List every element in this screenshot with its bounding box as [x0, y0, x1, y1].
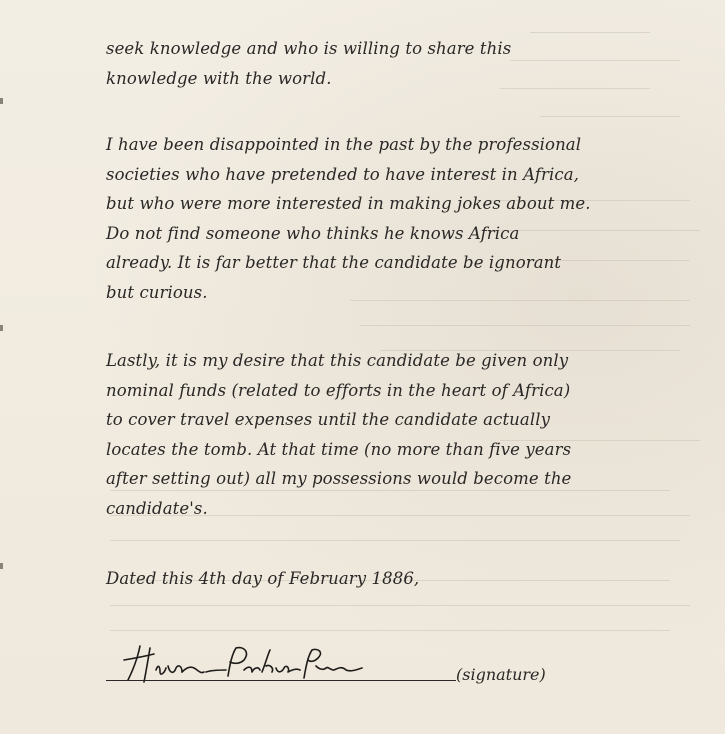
text-line: to cover travel expenses until the candidate actually: [106, 410, 551, 429]
text-line: after setting out) all my possessions would become the: [106, 469, 572, 488]
text-line: Do not find someone who thinks he knows Africa: [106, 223, 520, 243]
date-line: Dated this 4th day of February 1886,: [106, 569, 420, 588]
text-line: seek knowledge and who is willing to share this: [106, 39, 512, 58]
signature-block: [106, 636, 586, 696]
signature-label: (signature): [456, 665, 546, 684]
text-line: nominal funds (related to efforts in the heart of Africa): [106, 380, 571, 400]
paragraph-disappointment: [106, 130, 666, 307]
text-line: knowledge with the world.: [106, 68, 332, 88]
text-line: but who were more interested in making jokes about me.: [106, 194, 591, 213]
text-line: societies who have pretended to have interest in Africa,: [106, 164, 580, 184]
text-line: I have been disappointed in the past by the professional: [106, 135, 582, 154]
text-line: locates the tomb. At that time (no more than five years: [106, 439, 572, 459]
signature-line: [106, 680, 456, 681]
edge-mark: [0, 325, 3, 331]
text-line: Lastly, it is my desire that this candidate be given only: [106, 351, 569, 370]
edge-mark: [0, 98, 3, 104]
handwritten-signature: [120, 640, 370, 690]
edge-mark: [0, 563, 3, 569]
paragraph-intro: [106, 34, 666, 93]
text-line: but curious.: [106, 282, 208, 302]
paragraph-funds: [106, 346, 666, 523]
text-line: already. It is far better that the candidate be ignorant: [106, 253, 562, 272]
text-line: candidate's.: [106, 498, 208, 518]
